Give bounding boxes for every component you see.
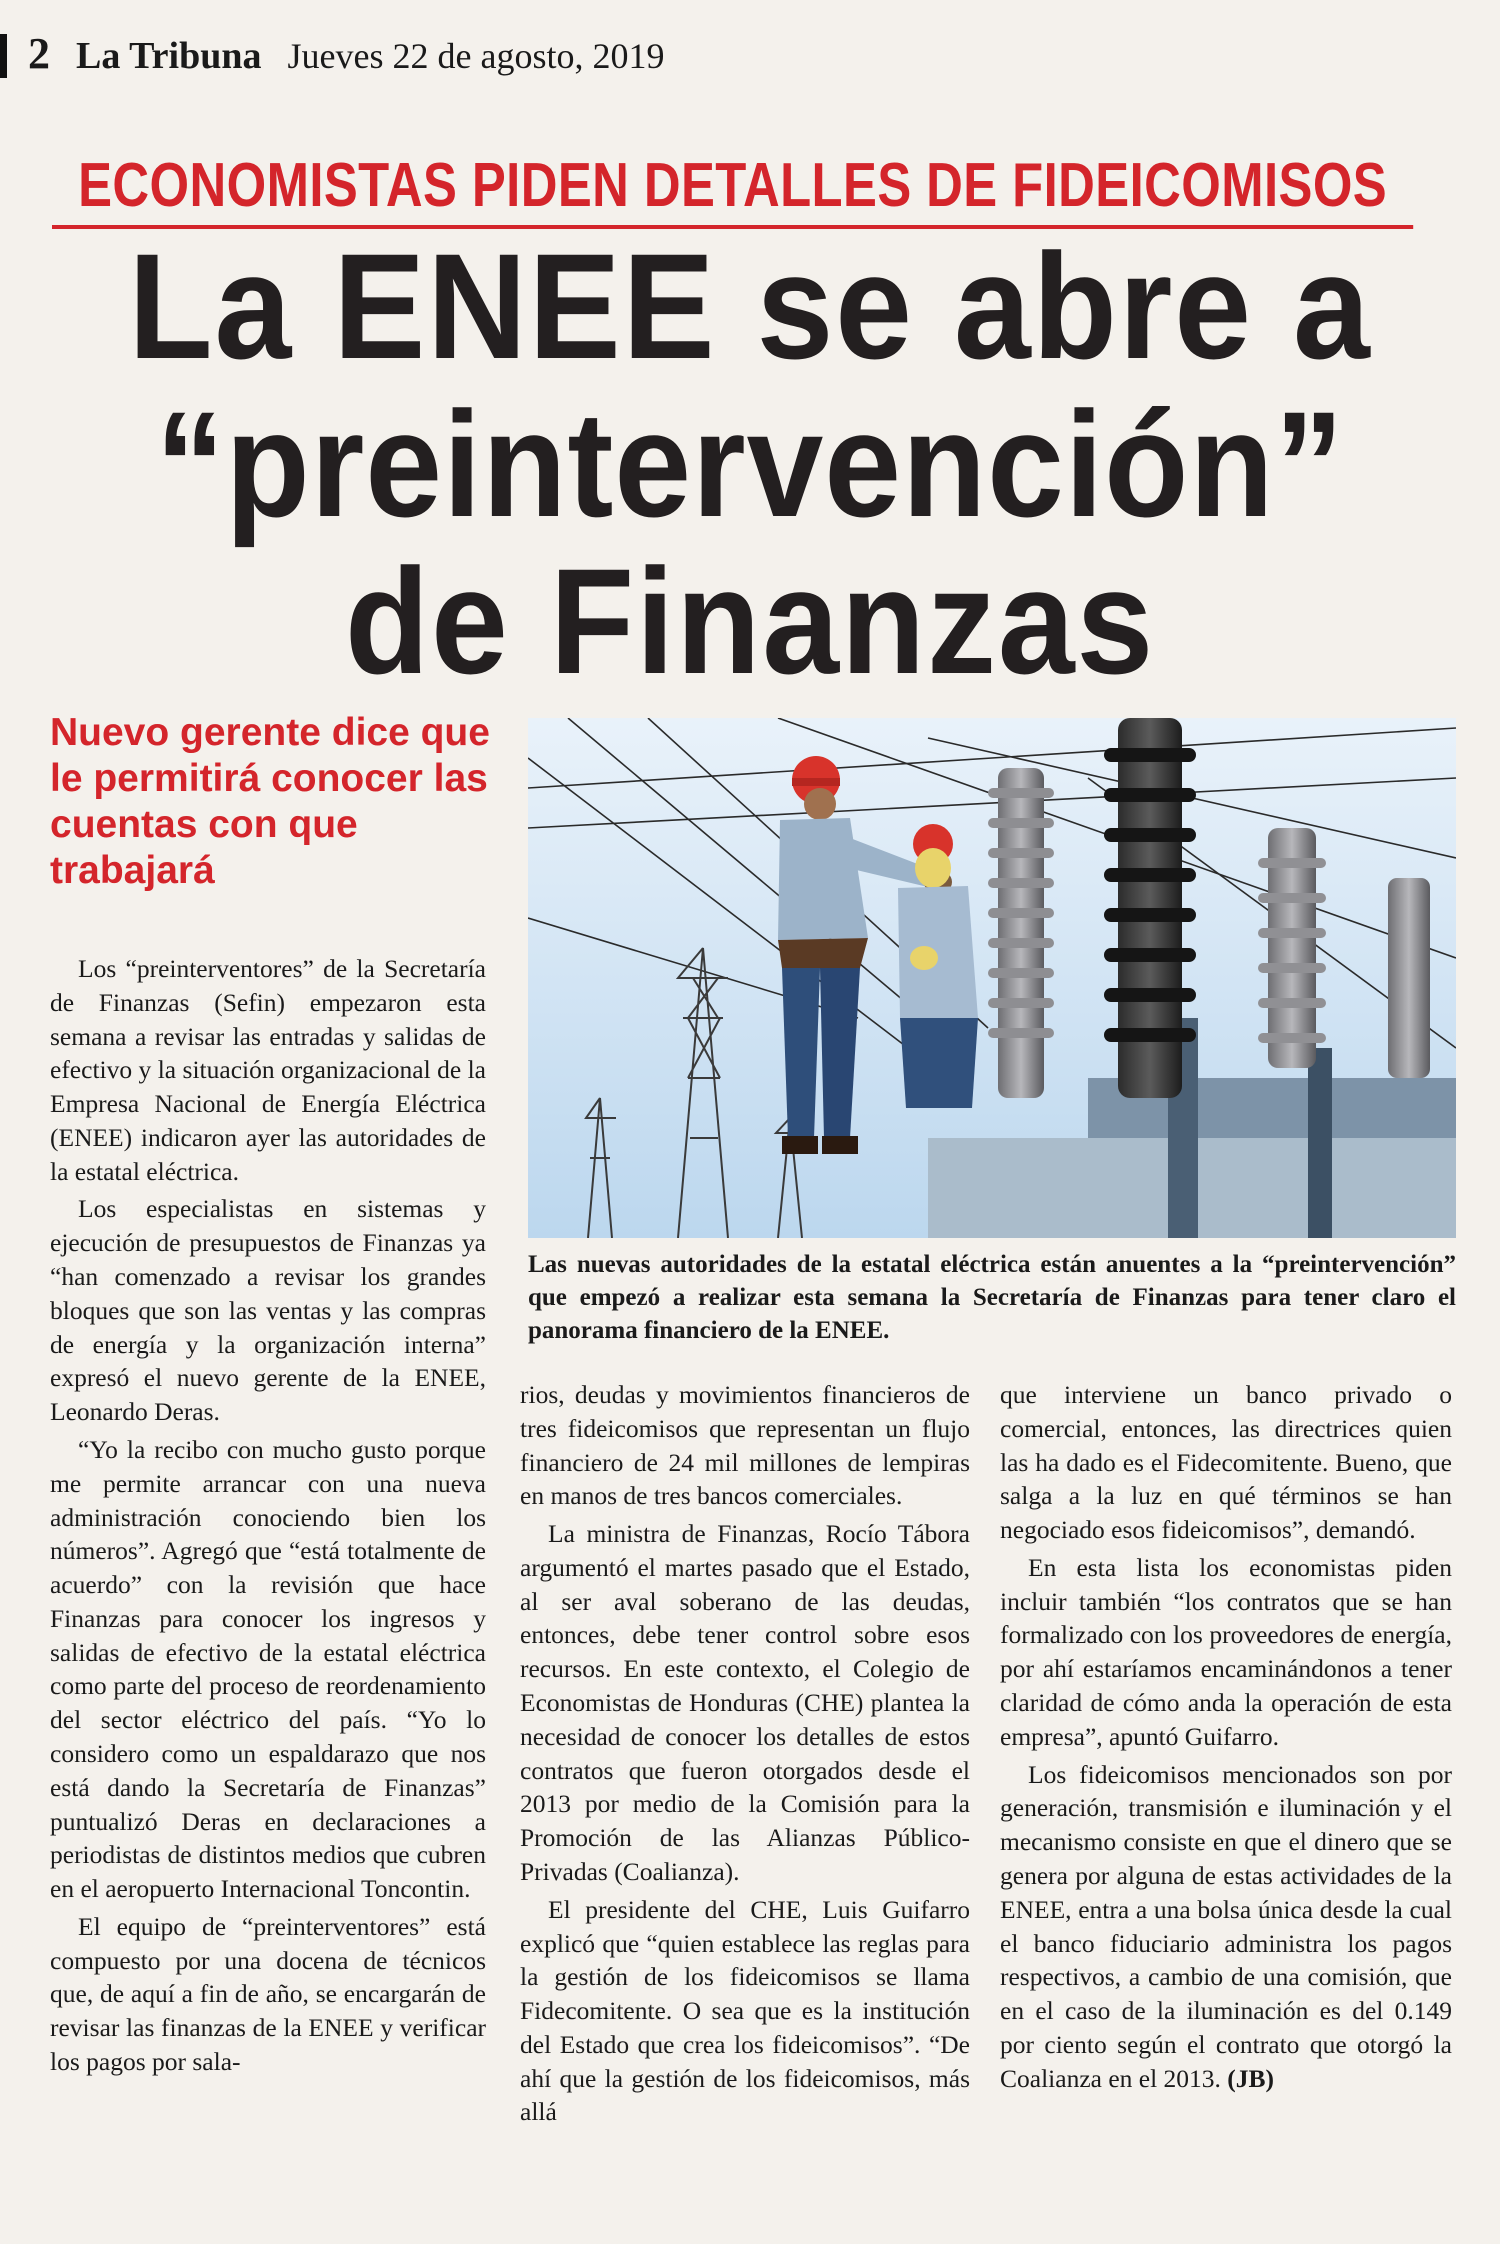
article-column-1	[50, 952, 486, 2079]
photo-caption: Las nuevas autoridades de la estatal eléctrica están anuentes a la “preintervención” que empezó a realizar esta semana la Secretaría de Finanzas para tener claro el panorama financiero de la ENEE.	[528, 1251, 1456, 1344]
article-column-3	[1000, 1378, 1452, 2095]
paragraph	[1000, 1758, 1452, 2096]
headline	[30, 222, 1470, 705]
publication-name: La Tribuna	[76, 35, 262, 77]
deck: Nuevo gerente dice que le permitirá conocer las cuentas con que trabajará	[50, 711, 490, 893]
electrical-workers-photo-icon	[528, 718, 1456, 1238]
publication-date: Jueves 22 de agosto, 2019	[287, 36, 665, 76]
paragraph: que interviene un banco privado o comercial, entonces, las directrices quien las ha dado es el Fidecomitente. Bueno, que salga a la luz en qué términos se han negociado esos fideicomisos”, demandó.	[1000, 1380, 1452, 1545]
headline-line-1: La ENEE se abre a	[128, 222, 1372, 390]
paragraph: rios, deudas y movimientos financieros de tres fideicomisos que representan un flujo financiero de 24 mil millones de lempiras en manos de tres bancos comerciales.	[520, 1380, 970, 1511]
paragraph-text: Los fideicomisos mencionados son por generación, transmisión e iluminación y el mecanismo consiste en que el dinero que se genera por alguna de estas actividades de la ENEE, entra a una bolsa única desde la cual el banco fiduciario administra los pagos respectivos, a cambio de una comisión, que en el caso de la iluminación es del 0.149 por ciento según el contrato que otorgó la Coalianza en el 2013.	[1000, 1759, 1452, 2093]
headline-line-2: “preintervención”	[155, 379, 1345, 548]
author-signature: (JB)	[1227, 2063, 1275, 2093]
headline-line-3: de Finanzas	[344, 537, 1156, 705]
paragraph: La ministra de Finanzas, Rocío Tábora argumentó el martes pasado que el Estado, al ser aval soberano de las deudas, entonces, debe tener control sobre esos recursos. En este contexto, el Colegio de Economistas de Honduras (CHE) plantea la necesidad de conocer los detalles de estos contratos que fueron otorgados desde el 2013 por medio de la Comisión para la Promoción de las Alianzas Público-Privadas (Coalianza).	[520, 1519, 970, 1886]
paragraph: En esta lista los economistas piden incluir también “los contratos que se han formalizado con los proveedores de energía, por ahí estaríamos encaminándonos a tener claridad de cómo anda la operación de esta empresa”, apuntó Guifarro.	[1000, 1552, 1452, 1751]
paragraph: Los especialistas en sistemas y ejecución de presupuestos de Finanzas ya “han comenzado a revisar los grandes bloques que son las ventas y las compras de energía y la organización interna” expresó el nuevo gerente de la ENEE, Leonardo Deras.	[50, 1194, 486, 1427]
kicker: ECONOMISTAS PIDEN DETALLES DE FIDEICOMISOS	[52, 150, 1413, 229]
article-column-2	[520, 1378, 970, 2129]
folio-bar	[0, 34, 7, 78]
folio	[12, 28, 664, 79]
paragraph: El equipo de “preinterventores” está compuesto por una docena de técnicos que, de aquí a fin de año, se encargarán de revisar las finanzas de la ENEE y verificar los pagos por sala-	[50, 1911, 486, 2076]
page-number: 2	[28, 29, 50, 78]
paragraph: “Yo la recibo con mucho gusto porque me permite arrancar con una nueva administración conociendo bien los números”. Agregó que “está totalmente de acuerdo” con la revisión que hace Finanzas para conocer los ingresos y salidas de efectivo de la estatal eléctrica como parte del proceso de reordenamiento del sector eléctrico del país. “Yo lo considero como un espaldarazo que nos está dando la Secretaría de Finanzas” puntualizó Deras en declaraciones a periodistas de distintos medios que cubren en el aeropuerto Internacional Toncontin.	[50, 1434, 486, 1904]
paragraph: Los “preinterventores” de la Secretaría de Finanzas (Sefin) empezaron esta semana a revisar las entradas y salidas de efectivo y la situación organizacional de la Empresa Nacional de Energía Eléctrica (ENEE) indicaron ayer las autoridades de la estatal eléctrica.	[50, 954, 486, 1186]
paragraph: El presidente del CHE, Luis Guifarro explicó que “quien establece las reglas para la gestión de los fideicomisos se llama Fidecomitente. O sea que es la institución del Estado que crea los fideicomisos”. “De ahí que la gestión de los fideicomisos, más allá	[520, 1894, 970, 2127]
photo	[528, 718, 1456, 1238]
